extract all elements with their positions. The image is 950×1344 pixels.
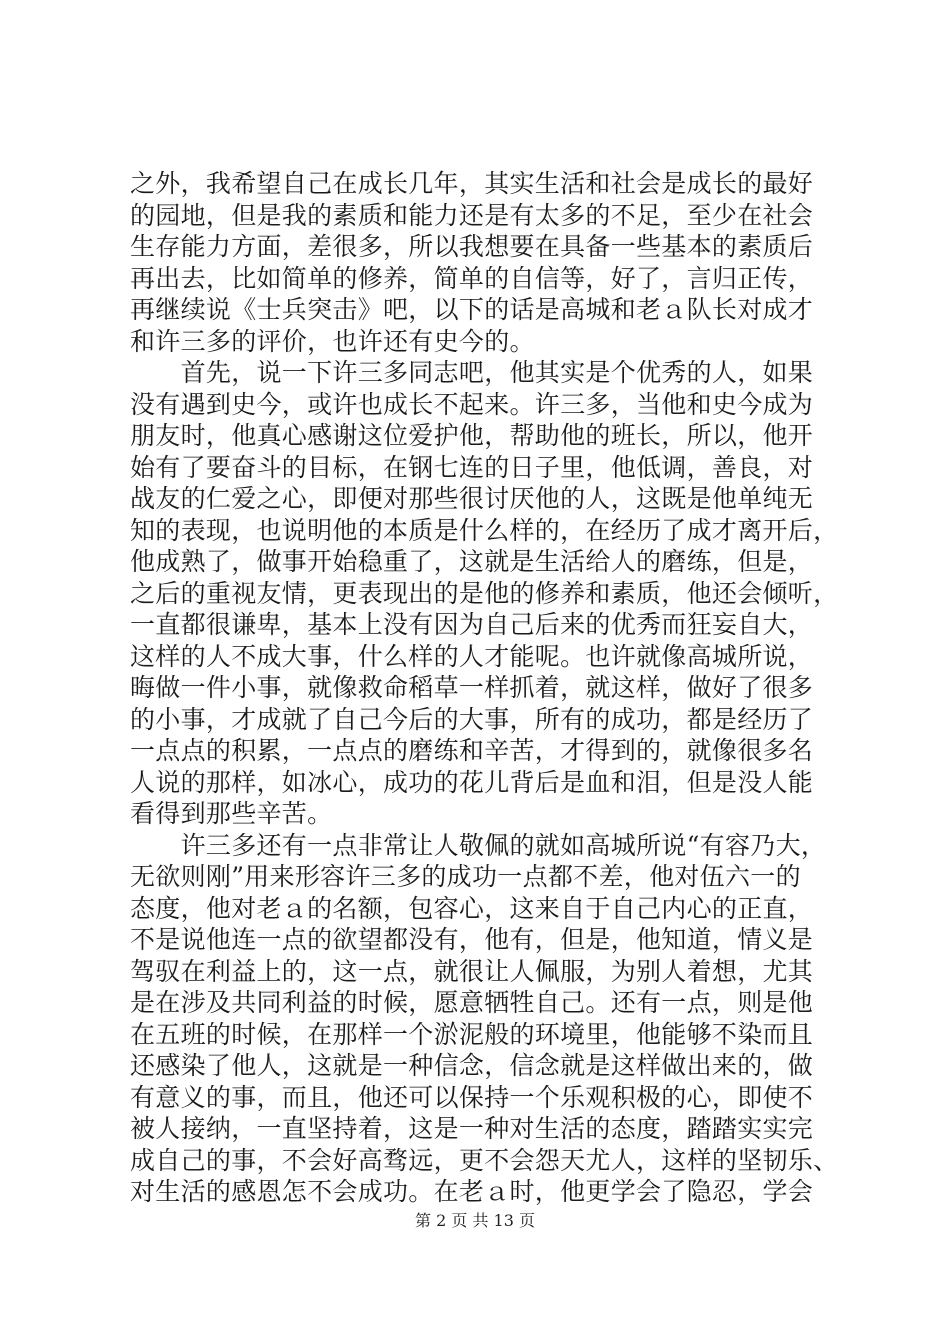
text-line: 看得到那些辛苦。 (130, 799, 333, 828)
text-line: 之后的重视友情，更表现出的是他的修养和素质，他还会倾听， (130, 578, 839, 608)
text-line: 是在涉及共同利益的时候，愿意牺牲自己。还有一点，则是他 (130, 988, 814, 1017)
text-line: 这样的人不成大事，什么样的人才能呢。也许就像高城所说， (130, 641, 814, 671)
text-line: 许三多还有一点非常让人敬佩的就如高城所说“有容乃大， (130, 830, 827, 860)
text-line: 的园地，但是我的素质和能力还是有太多的不足，至少在社会 (130, 200, 814, 230)
text-line: 人说的那样，如冰心，成功的花儿背后是血和泪，但是没人能 (130, 767, 814, 797)
text-line: 无欲则刚”用来形容许三多的成功一点都不差，他对伍六一的 (130, 862, 801, 891)
text-line: 始有了要奋斗的目标，在钢七连的日子里，他低调，善良，对 (130, 452, 814, 482)
text-line: 没有遇到史今，或许也成长不起来。许三多，当他和史今成为 (130, 389, 814, 419)
text-line: 对生活的感恩怎不会成功。在老ａ时，他更学会了隐忍，学会 (130, 1177, 814, 1206)
text-line: 他成熟了，做事开始稳重了，这就是生活给人的磨练，但是， (130, 547, 814, 576)
page-footer: 第 2 页 共 13 页 (415, 1211, 535, 1230)
text-line: 还感染了他人，这就是一种信念，信念就是这样做出来的，做 (130, 1051, 814, 1080)
text-line: 成自己的事，不会好高骛远，更不会怨天尤人，这样的坚韧乐、 (130, 1145, 839, 1175)
text-line: 朋友时，他真心感谢这位爱护他，帮助他的班长，所以，他开 (130, 421, 814, 450)
text-line: 有意义的事，而且，他还可以保持一个乐观积极的心，即使不 (130, 1082, 814, 1112)
text-line: 驾驭在利益上的，这一点，就很让人佩服，为别人着想，尤其 (130, 956, 814, 986)
text-line: 战友的仁爱之心，即便对那些很讨厌他的人，这既是他单纯无 (130, 484, 814, 513)
text-line: 首先，说一下许三多同志吧，他其实是个优秀的人，如果 (130, 358, 814, 387)
text-line: 再继续说《士兵突击》吧，以下的话是高城和老ａ队长对成才 (130, 295, 814, 324)
text-line: 被人接纳，一直坚持着，这是一种对生活的态度，踏踏实实完 (130, 1114, 814, 1143)
text-line: 知的表现，也说明他的本质是什么样的，在经历了成才离开后， (130, 515, 839, 545)
text-line: 不是说他连一点的欲望都没有，他有，但是，他知道，情义是 (130, 925, 814, 954)
text-line: 晦做一件小事，就像救命稻草一样抓着，就这样，做好了很多 (130, 673, 814, 702)
text-line: 之外，我希望自己在成长几年，其实生活和社会是成长的最好 (130, 169, 814, 198)
text-line: 的小事，才成就了自己今后的大事，所有的成功，都是经历了 (130, 704, 814, 734)
body-text (130, 168, 850, 1208)
text-line: 和许三多的评价，也许还有史今的。 (130, 326, 535, 356)
text-line: 再出去，比如简单的修养，简单的自信等，好了，言归正传， (130, 263, 814, 293)
text-line: 一点点的积累，一点点的磨练和辛苦，才得到的，就像很多名 (130, 736, 814, 765)
text-line: 一直都很谦卑，基本上没有因为自己后来的优秀而狂妄自大， (130, 610, 814, 639)
text-line: 在五班的时候，在那样一个淤泥般的环境里，他能够不染而且 (130, 1019, 814, 1049)
text-line: 生存能力方面，差很多，所以我想要在具备一些基本的素质后 (130, 232, 814, 261)
text-line: 态度，他对老ａ的名额，包容心，这来自于自己内心的正直， (130, 893, 814, 923)
